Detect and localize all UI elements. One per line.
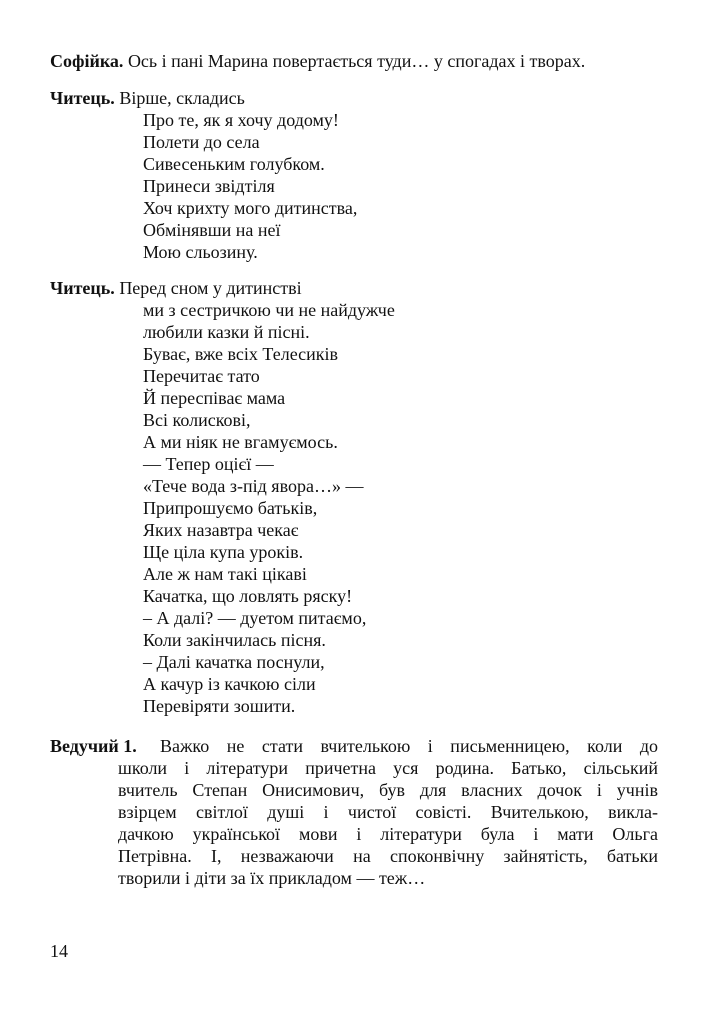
paragraph-line: дачкою української мови і літератури була і мати Ольга	[118, 824, 658, 844]
verse-line: Припрошуємо батьків,	[143, 498, 318, 518]
host-1-speaker	[50, 735, 137, 757]
verse-line: А ми ніяк не вгамуємось.	[143, 432, 338, 452]
verse-line: Буває, вже всіх Телесиків	[143, 344, 339, 364]
verse-line: «Тече вода з-під явора…» —	[143, 476, 364, 496]
dialogue-text: Ось і пані Марина повертається туди… у спогадах і творах.	[123, 51, 586, 71]
verse-line: — Тепер оцієї —	[143, 454, 274, 474]
paragraph-line: вчитель Степан Онисимович, був для власних дочок і учнів	[118, 780, 658, 800]
speaker-label: Софійка.	[50, 51, 124, 71]
verse-line: – Далі качатка поснули,	[143, 652, 325, 672]
verse-line: Перед сном у дитинстві	[114, 278, 302, 298]
verse-line: Але ж нам такі цікаві	[143, 564, 307, 584]
sofiika-line	[50, 50, 585, 72]
host-1-first-line	[160, 735, 658, 757]
verse-line: Вірше, складись	[114, 88, 245, 108]
verse-line: Полети до села	[143, 132, 260, 152]
paragraph-line: Важко не стати вчителькою і письменницею, коли до	[160, 736, 658, 756]
verse-line: ми з сестричкою чи не найдужче	[143, 300, 395, 320]
verse-line: Мою сльозину.	[143, 242, 258, 262]
verse-line: Перевіряти зошити.	[143, 696, 296, 716]
verse-line: Сивесеньким голубком.	[143, 154, 325, 174]
verse-line: А качур із качкою сіли	[143, 674, 316, 694]
speaker-label: Читець.	[50, 278, 115, 298]
verse-line: Хоч крихту мого дитинства,	[143, 198, 358, 218]
verse-line: Про те, як я хочу додому!	[143, 110, 339, 130]
verse-line: Ще ціла купа уроків.	[143, 542, 304, 562]
paragraph-line: Петрівна. І, незважаючи на споконвічну зайнятість, батьки	[118, 846, 658, 866]
page-number: 14	[50, 941, 68, 961]
verse-line: – А далі? — дуетом питаємо,	[143, 608, 367, 628]
verse-line: Принеси звідтіля	[143, 176, 275, 196]
verse-line: Всі колискові,	[143, 410, 251, 430]
verse-line: Яких назавтра чекає	[143, 520, 299, 540]
paragraph-line: творили і діти за їх прикладом — теж…	[118, 868, 426, 888]
verse-line: Коли закінчилась пісня.	[143, 630, 326, 650]
host-1-paragraph	[118, 757, 658, 889]
speaker-label: Читець.	[50, 88, 115, 108]
verse-line: Перечитає тато	[143, 366, 260, 386]
verse-line: Качатка, що ловлять ряску!	[143, 586, 353, 606]
reader-2-first-line	[50, 277, 302, 299]
verse-line: любили казки й пісні.	[143, 322, 310, 342]
reader-1-first-line	[50, 87, 245, 109]
paragraph-line: взірцем світлої душі і чистої совісті. Вчителькою, викла-	[118, 802, 658, 822]
speaker-label: Ведучий 1.	[50, 736, 137, 756]
verse-line: Й переспіває мама	[143, 388, 286, 408]
verse-line: Обмінявши на неї	[143, 220, 281, 240]
paragraph-line: школи і літератури причетна уся родина. Батько, сільський	[118, 758, 658, 778]
